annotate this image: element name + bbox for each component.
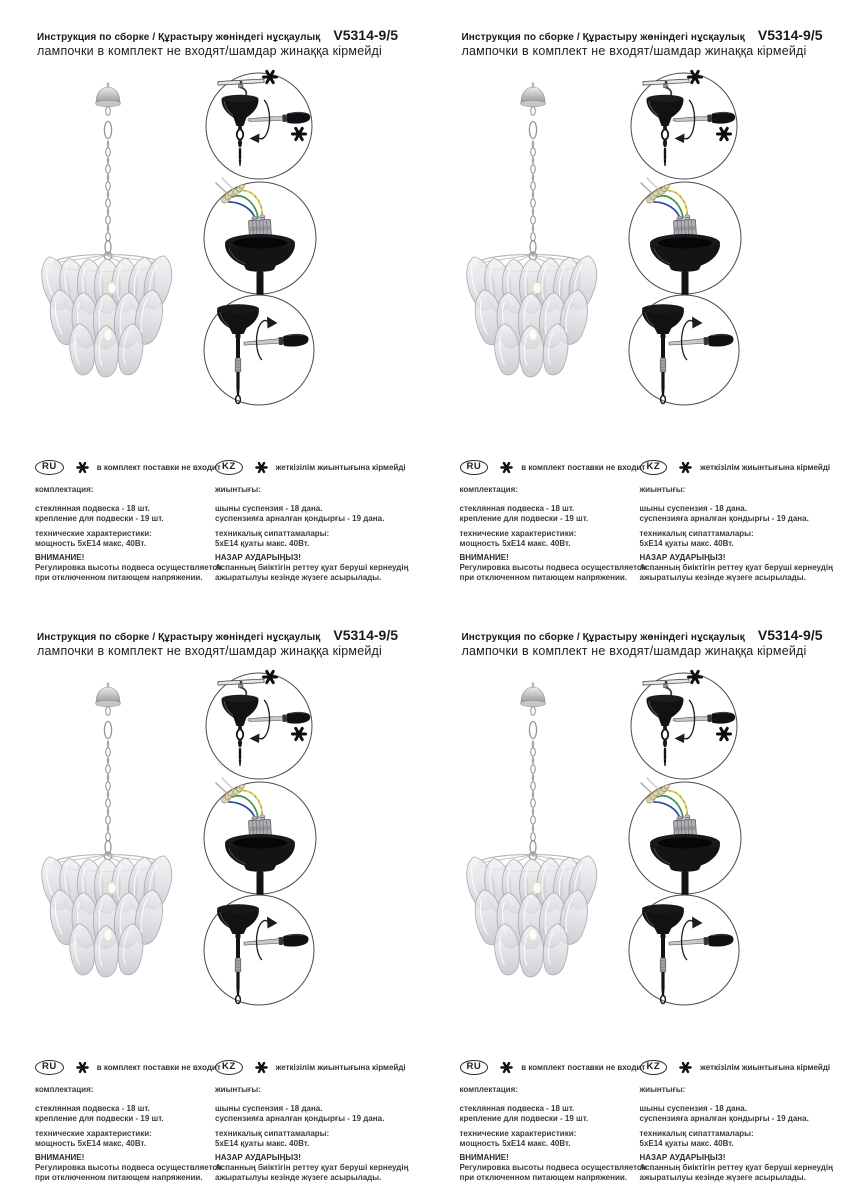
ru-tech-title: технические характеристики: bbox=[35, 1129, 152, 1138]
bulbs-not-included-note: лампочки в комплект не входят/шамдар жинаққа кірмейді bbox=[461, 44, 807, 58]
kz-info-column bbox=[640, 458, 845, 583]
ru-warning-line: при отключенном питающем напряжении. bbox=[459, 573, 628, 582]
threaded-rod-icon bbox=[660, 934, 666, 1004]
ru-badge: RU bbox=[460, 1060, 489, 1075]
kz-tech-title: техникалық сипаттамалары: bbox=[215, 529, 330, 538]
ru-info-column bbox=[459, 1058, 647, 1183]
canopy-top-view-icon bbox=[225, 234, 295, 296]
asterisk-icon bbox=[293, 728, 306, 739]
hanging-chain-icon bbox=[529, 107, 537, 260]
rotation-arrow-icon bbox=[257, 917, 278, 961]
kz-info-column bbox=[215, 458, 420, 583]
rotation-arrow-icon bbox=[257, 317, 278, 361]
assembly-title: Инструкция по сборке / Құрастыру жөніндегі нұсқаулық bbox=[461, 32, 745, 43]
asterisk-icon bbox=[679, 461, 692, 474]
asterisk-icon bbox=[255, 1061, 268, 1074]
kz-kit-line: суспензияға арналған қондырғы - 19 дана. bbox=[639, 514, 809, 523]
ceiling-canopy-icon bbox=[96, 683, 121, 707]
kz-tech-line: 5хЕ14 қуаты макс. 40Вт. bbox=[639, 539, 734, 548]
kz-not-included-note: жеткізілім жиынтығына кірмейді bbox=[700, 462, 831, 472]
down-rod-icon bbox=[681, 872, 688, 896]
kz-badge: KZ bbox=[640, 1060, 668, 1075]
panel-header bbox=[37, 627, 411, 658]
panel-header bbox=[37, 27, 411, 58]
asterisk-icon bbox=[717, 728, 730, 739]
canopy-top-view-icon bbox=[225, 834, 295, 896]
threaded-rod-icon bbox=[660, 334, 666, 404]
chandelier-illustration-icon bbox=[465, 682, 630, 1005]
kz-kit-title: жиынтығы: bbox=[215, 1085, 261, 1094]
ru-kit-line: крепление для подвески - 19 шт. bbox=[459, 514, 589, 523]
assembly-steps-illustration bbox=[623, 66, 749, 414]
canopy-top-view-icon bbox=[650, 234, 720, 296]
ru-tech-title: технические характеристики: bbox=[459, 529, 577, 538]
instruction-panel bbox=[425, 0, 849, 600]
ru-kit-line: крепление для подвески - 19 шт. bbox=[35, 1114, 164, 1123]
asterisk-icon bbox=[76, 461, 89, 474]
kz-warning-line: ажыратылуы кезінде жүзеге асырылады. bbox=[215, 1173, 382, 1182]
chandelier-illustration-icon bbox=[40, 682, 205, 1005]
kz-kit-line: суспензияға арналған қондырғы - 19 дана. bbox=[215, 1114, 385, 1123]
panel-header bbox=[462, 627, 836, 658]
ru-warning-line: при отключенном питающем напряжении. bbox=[35, 573, 203, 582]
kz-tech-line: 5хЕ14 қуаты макс. 40Вт. bbox=[639, 1139, 734, 1148]
screwdriver-icon bbox=[244, 933, 309, 950]
step-1-mount-canopy-diagram bbox=[631, 671, 737, 779]
step-3-tighten-rod-diagram bbox=[629, 895, 739, 1005]
kz-warning-title: НАЗАР АУДАРЫҢЫЗ! bbox=[639, 553, 726, 562]
asterisk-icon bbox=[717, 128, 730, 139]
kz-warning-line: ажыратылуы кезінде жүзеге асырылады. bbox=[215, 573, 382, 582]
kz-warning-title: НАЗАР АУДАРЫҢЫЗ! bbox=[639, 1153, 726, 1162]
assembly-title: Инструкция по сборке / Құрастыру жөніндегі нұсқаулық bbox=[461, 632, 745, 643]
model-number: V5314-9/5 bbox=[333, 27, 398, 43]
ru-badge: RU bbox=[35, 1060, 64, 1075]
canopy-cup-icon bbox=[642, 304, 684, 334]
chain-link-icon bbox=[661, 726, 667, 766]
instruction-panel bbox=[0, 600, 425, 1200]
canopy-cup-icon bbox=[642, 904, 684, 934]
bulbs-not-included-note: лампочки в комплект не входят/шамдар жинаққа кірмейді bbox=[461, 644, 807, 658]
step-2-wiring-diagram bbox=[204, 178, 316, 296]
screwdriver-icon bbox=[674, 711, 735, 726]
ru-warning-line: Регулировка высоты подвеса осуществляется bbox=[459, 1163, 647, 1172]
ru-tech-line: мощность 5хЕ14 макс. 40Вт. bbox=[459, 1139, 571, 1148]
step-3-tighten-rod-diagram bbox=[629, 295, 739, 405]
kz-kit-line: шыны суспензия - 18 дана. bbox=[215, 1104, 323, 1113]
kz-kit-title: жиынтығы: bbox=[639, 1085, 686, 1094]
step-2-wiring-diagram bbox=[204, 778, 316, 896]
ru-warning-line: Регулировка высоты подвеса осуществляется bbox=[35, 563, 222, 572]
ru-kit-title: комплектация: bbox=[35, 1085, 94, 1094]
ru-tech-line: мощность 5хЕ14 макс. 40Вт. bbox=[35, 1139, 146, 1148]
ru-kit-line: стеклянная подвеска - 18 шт. bbox=[35, 504, 150, 513]
assembly-title: Инструкция по сборке / Құрастыру жөніндегі нұсқаулық bbox=[37, 32, 321, 43]
kz-info-column bbox=[640, 1058, 845, 1183]
rotation-arrow-icon bbox=[681, 917, 702, 961]
kz-warning-line: Аспанның биіктігін реттеу қуат беруші кернеудің bbox=[639, 563, 833, 572]
model-number: V5314-9/5 bbox=[757, 627, 823, 643]
down-rod-icon bbox=[681, 272, 688, 296]
screwdriver-icon bbox=[668, 933, 733, 950]
bulbs-not-included-note: лампочки в комплект не входят/шамдар жинаққа кірмейді bbox=[37, 644, 383, 658]
asterisk-icon bbox=[293, 128, 306, 139]
ru-warning-title: ВНИМАНИЕ! bbox=[459, 553, 509, 562]
assembly-steps-illustration bbox=[623, 666, 749, 1014]
instruction-panel bbox=[0, 0, 425, 600]
ru-kit-line: стеклянная подвеска - 18 шт. bbox=[35, 1104, 150, 1113]
ru-warning-title: ВНИМАНИЕ! bbox=[35, 553, 85, 562]
ru-not-included-note: в комплект поставки не входит bbox=[521, 462, 646, 472]
ru-badge: RU bbox=[460, 460, 489, 475]
ru-info-column bbox=[35, 458, 222, 583]
ceiling-canopy-icon bbox=[520, 683, 545, 707]
kz-kit-line: шыны суспензия - 18 дана. bbox=[639, 1104, 747, 1113]
ceiling-canopy-icon bbox=[520, 83, 545, 107]
chandelier-illustration-icon bbox=[40, 82, 205, 405]
ru-warning-title: ВНИМАНИЕ! bbox=[459, 1153, 509, 1162]
hanging-chain-icon bbox=[104, 707, 112, 860]
step-1-mount-canopy-diagram bbox=[206, 71, 312, 179]
ru-kit-line: стеклянная подвеска - 18 шт. bbox=[459, 1104, 575, 1113]
kz-warning-line: Аспанның биіктігін реттеу қуат беруші кернеудің bbox=[215, 563, 409, 572]
ru-kit-line: крепление для подвески - 19 шт. bbox=[459, 1114, 589, 1123]
kz-warning-title: НАЗАР АУДАРЫҢЫЗ! bbox=[215, 1153, 301, 1162]
ru-kit-title: комплектация: bbox=[35, 485, 94, 494]
kz-badge: KZ bbox=[640, 460, 668, 475]
assembly-steps-illustration bbox=[198, 66, 324, 414]
kz-kit-line: шыны суспензия - 18 дана. bbox=[639, 504, 747, 513]
kz-tech-line: 5хЕ14 қуаты макс. 40Вт. bbox=[215, 1139, 310, 1148]
ru-kit-title: комплектация: bbox=[459, 1085, 518, 1094]
kz-tech-line: 5хЕ14 қуаты макс. 40Вт. bbox=[215, 539, 310, 548]
canopy-top-view-icon bbox=[650, 834, 720, 896]
ru-warning-line: при отключенном питающем напряжении. bbox=[459, 1173, 628, 1182]
kz-kit-line: суспензияға арналған қондырғы - 19 дана. bbox=[639, 1114, 809, 1123]
canopy-cup-icon bbox=[217, 304, 259, 334]
kz-warning-line: Аспанның биіктігін реттеу қуат беруші кернеудің bbox=[215, 1163, 409, 1172]
screwdriver-icon bbox=[244, 333, 309, 350]
ru-badge: RU bbox=[35, 460, 64, 475]
assembly-steps-illustration bbox=[198, 666, 324, 1014]
threaded-rod-icon bbox=[235, 934, 241, 1004]
asterisk-icon bbox=[500, 461, 513, 474]
down-rod-icon bbox=[257, 872, 264, 896]
hanging-chain-icon bbox=[529, 707, 537, 860]
down-rod-icon bbox=[257, 272, 264, 296]
kz-badge: KZ bbox=[215, 1060, 243, 1075]
kz-not-included-note: жеткізілім жиынтығына кірмейді bbox=[700, 1062, 831, 1072]
canopy-cup-icon bbox=[217, 904, 259, 934]
step-1-mount-canopy-diagram bbox=[631, 71, 737, 179]
kz-warning-line: ажыратылуы кезінде жүзеге асырылады. bbox=[639, 1173, 806, 1182]
kz-not-included-note: жеткізілім жиынтығына кірмейді bbox=[275, 462, 406, 472]
ceiling-canopy-icon bbox=[96, 83, 121, 107]
bulbs-not-included-note: лампочки в комплект не входят/шамдар жинаққа кірмейді bbox=[37, 44, 383, 58]
chain-link-icon bbox=[237, 126, 243, 166]
rotation-arrow-icon bbox=[681, 317, 702, 361]
ru-tech-line: мощность 5хЕ14 макс. 40Вт. bbox=[35, 539, 146, 548]
ru-tech-title: технические характеристики: bbox=[459, 1129, 577, 1138]
ru-warning-line: Регулировка высоты подвеса осуществляется bbox=[35, 1163, 222, 1172]
ru-warning-line: Регулировка высоты подвеса осуществляется bbox=[459, 563, 647, 572]
kz-kit-title: жиынтығы: bbox=[215, 485, 261, 494]
ru-kit-title: комплектация: bbox=[459, 485, 518, 494]
ru-tech-title: технические характеристики: bbox=[35, 529, 152, 538]
kz-info-column bbox=[215, 1058, 420, 1183]
screwdriver-icon bbox=[674, 111, 735, 126]
kz-warning-line: ажыратылуы кезінде жүзеге асырылады. bbox=[639, 573, 806, 582]
hanging-chain-icon bbox=[104, 107, 112, 260]
kz-kit-title: жиынтығы: bbox=[639, 485, 686, 494]
kz-kit-line: шыны суспензия - 18 дана. bbox=[215, 504, 323, 513]
ru-not-included-note: в комплект поставки не входит bbox=[96, 462, 221, 472]
asterisk-icon bbox=[679, 1061, 692, 1074]
ru-kit-line: крепление для подвески - 19 шт. bbox=[35, 514, 164, 523]
assembly-title: Инструкция по сборке / Құрастыру жөніндегі нұсқаулық bbox=[37, 632, 321, 643]
screwdriver-icon bbox=[250, 711, 311, 726]
step-3-tighten-rod-diagram bbox=[204, 295, 314, 405]
model-number: V5314-9/5 bbox=[333, 627, 398, 643]
panel-header bbox=[462, 27, 836, 58]
chain-link-icon bbox=[237, 726, 243, 766]
ru-warning-title: ВНИМАНИЕ! bbox=[35, 1153, 85, 1162]
asterisk-icon bbox=[500, 1061, 513, 1074]
ru-not-included-note: в комплект поставки не входит bbox=[521, 1062, 646, 1072]
kz-kit-line: суспензияға арналған қондырғы - 19 дана. bbox=[215, 514, 385, 523]
instruction-panel bbox=[425, 600, 849, 1200]
kz-not-included-note: жеткізілім жиынтығына кірмейді bbox=[275, 1062, 406, 1072]
ru-info-column bbox=[459, 458, 647, 583]
kz-tech-title: техникалық сипаттамалары: bbox=[639, 1129, 754, 1138]
asterisk-icon bbox=[255, 461, 268, 474]
asterisk-icon bbox=[76, 1061, 89, 1074]
ru-warning-line: при отключенном питающем напряжении. bbox=[35, 1173, 203, 1182]
step-3-tighten-rod-diagram bbox=[204, 895, 314, 1005]
kz-warning-line: Аспанның биіктігін реттеу қуат беруші кернеудің bbox=[639, 1163, 833, 1172]
screwdriver-icon bbox=[250, 111, 311, 126]
kz-badge: KZ bbox=[215, 460, 243, 475]
model-number: V5314-9/5 bbox=[757, 27, 823, 43]
step-1-mount-canopy-diagram bbox=[206, 671, 312, 779]
ru-not-included-note: в комплект поставки не входит bbox=[96, 1062, 221, 1072]
threaded-rod-icon bbox=[235, 334, 241, 404]
step-2-wiring-diagram bbox=[629, 178, 741, 296]
kz-tech-title: техникалық сипаттамалары: bbox=[215, 1129, 330, 1138]
chain-link-icon bbox=[661, 126, 667, 166]
ru-tech-line: мощность 5хЕ14 макс. 40Вт. bbox=[459, 539, 571, 548]
chandelier-illustration-icon bbox=[465, 82, 630, 405]
kz-tech-title: техникалық сипаттамалары: bbox=[639, 529, 754, 538]
ru-info-column bbox=[35, 1058, 222, 1183]
screwdriver-icon bbox=[668, 333, 733, 350]
kz-warning-title: НАЗАР АУДАРЫҢЫЗ! bbox=[215, 553, 301, 562]
step-2-wiring-diagram bbox=[629, 778, 741, 896]
ru-kit-line: стеклянная подвеска - 18 шт. bbox=[459, 504, 575, 513]
